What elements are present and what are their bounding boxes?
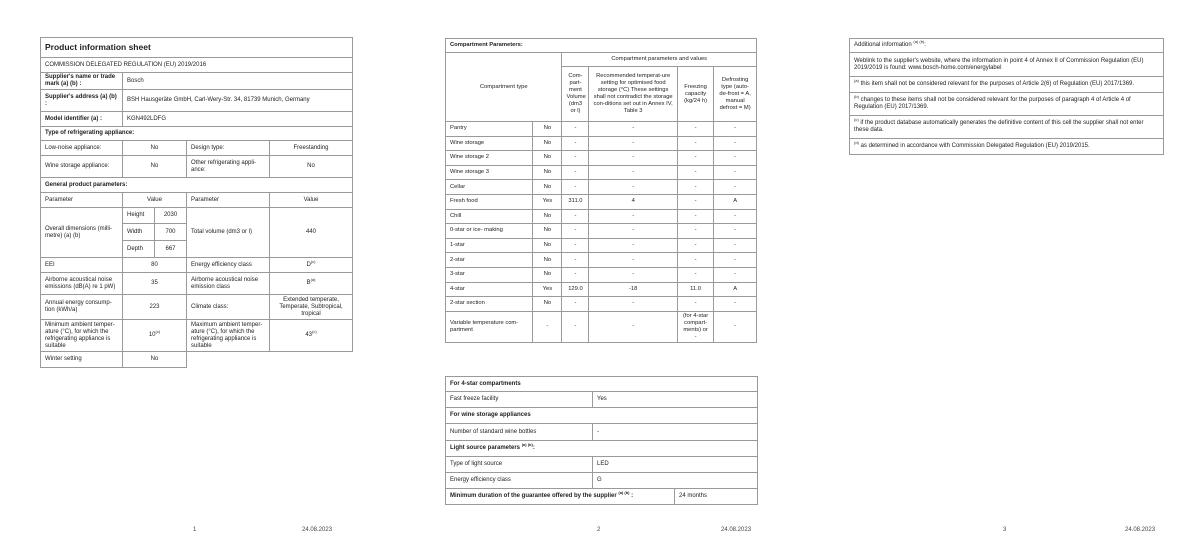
climate-class-label: Climate class: [187, 295, 270, 320]
value-header: Value [270, 193, 353, 208]
footnote-a [850, 77, 1164, 93]
compartment-present: - [533, 311, 562, 342]
product-information-table [40, 37, 353, 368]
footnote-a-text: this item shall not be considered relevant for the purposes of Article 2(6) of Regulation (EU) 2017/1369. [860, 81, 1135, 87]
compartment-present: Yes [533, 194, 562, 209]
supplier-name-label: Supplier's name or trade mark (a) (b) : [41, 73, 123, 90]
supplier-name-value: Bosch [123, 73, 353, 90]
footnote-b [850, 93, 1164, 116]
max-temp-note: (c) [312, 329, 317, 334]
compartment-group-header: Compartment parameters and values [562, 53, 757, 67]
freezing-header: Freezing capacity (kg/24 h) [677, 67, 713, 122]
model-value: KGN492LDFG [123, 112, 353, 127]
table-row [446, 151, 757, 166]
guarantee-label-cell: Minimum duration of the guarantee offered by the supplier $^{(a) (b)}$ : [446, 489, 675, 505]
compartment-temperature: - [589, 180, 677, 195]
sheet-title: Product information sheet [41, 38, 353, 58]
supplier-address-label: Supplier's address (a) (b) : [41, 90, 123, 112]
compartment-volume: - [562, 165, 589, 180]
noise-class-note: (a) [310, 277, 316, 282]
table-row [446, 194, 757, 209]
table-row [446, 297, 757, 312]
total-volume-label: Total volume (dm3 or l) [187, 208, 270, 258]
guarantee-label: Minimum duration of the guarantee offered by the supplier [450, 493, 617, 499]
page-number: 2 [597, 527, 601, 533]
compartment-freezing: - [677, 136, 713, 151]
eei-value: 80 [123, 258, 187, 273]
compartment-temperature: - [589, 165, 677, 180]
compartment-freezing: - [677, 267, 713, 282]
table-row [446, 136, 757, 151]
compartment-name: Variable temperature com-partment [446, 311, 533, 342]
width-value: 700 [155, 224, 187, 241]
compartment-freezing: - [677, 165, 713, 180]
compartment-defrost: - [714, 267, 757, 282]
compartment-temperature: - [589, 122, 677, 137]
compartment-temperature: - [589, 209, 677, 224]
other-refrigerating-value: No [270, 156, 353, 178]
compartment-freezing: - [677, 209, 713, 224]
value-header: Value [123, 193, 187, 208]
light-heading: Light source parameters $^{(a) (b)}$: [446, 441, 758, 457]
page-2 [445, 0, 757, 553]
compartment-defrost: - [714, 209, 757, 224]
light-efficiency-value: G [593, 473, 758, 489]
min-temp-cell [123, 320, 187, 352]
table-row [446, 224, 757, 239]
page-number: 1 [193, 527, 197, 533]
page-date: 24.08.2023 [1125, 527, 1156, 533]
table-row [446, 122, 757, 137]
footnote-b-mark: (b) [854, 94, 859, 99]
table-row [446, 165, 757, 180]
additional-parameters-table [445, 376, 758, 505]
design-type-label: Design type: [187, 141, 270, 156]
compartment-name: Cellar [446, 180, 533, 195]
page-date: 24.08.2023 [302, 527, 333, 533]
compartment-volume: - [562, 122, 589, 137]
compartment-freezing: - [677, 297, 713, 312]
compartment-defrost: - [714, 151, 757, 166]
compartment-present: No [533, 267, 562, 282]
footnote-d-text: as determined in accordance with Commission Delegated Regulation (EU) 2019/2015. [860, 143, 1090, 149]
height-label: Height [123, 208, 155, 224]
compartment-present: No [533, 253, 562, 268]
low-noise-value: No [123, 141, 187, 156]
additional-info-text: Additional information [854, 42, 912, 48]
page-3 [849, 0, 1163, 553]
compartment-temperature: - [589, 238, 677, 253]
winter-setting-value: No [123, 352, 187, 368]
light-heading-note: (a) (b) [521, 442, 533, 447]
energy-class-note: (c) [310, 258, 316, 264]
compartment-volume: - [562, 297, 589, 312]
wine-storage-label: Wine storage appliance: [41, 156, 123, 178]
compartment-name: 1-star [446, 238, 533, 253]
compartment-defrost: - [714, 165, 757, 180]
parameter-header: Parameter [187, 193, 270, 208]
max-temp-value: 43 [305, 332, 313, 338]
guarantee-value: 24 months [675, 489, 758, 505]
supplier-address-value: BSH Hausgeräte GmbH, Carl-Wery-Str. 34, 81739 Munich, Germany [123, 90, 353, 112]
energy-class-cell [270, 258, 353, 273]
compartment-table [445, 38, 757, 343]
winter-setting-label: Winter setting [41, 352, 123, 368]
height-value: 2030 [155, 208, 187, 224]
total-volume-value: 440 [270, 208, 353, 258]
compartment-temperature: - [589, 151, 677, 166]
energy-class-label: Energy efficiency class [187, 258, 270, 273]
compartment-freezing: - [677, 122, 713, 137]
compartment-name: Pantry [446, 122, 533, 137]
noise-value: 35 [123, 273, 187, 295]
compartment-freezing: - [677, 194, 713, 209]
general-heading: General product parameters: [41, 178, 353, 193]
defrost-header: Defrosting type (auto-de-frost = A, manual defrost = M) [714, 67, 757, 122]
compartment-defrost: - [714, 224, 757, 239]
compartment-freezing: - [677, 238, 713, 253]
footnote-d [850, 139, 1164, 155]
compartment-volume: - [562, 209, 589, 224]
compartment-heading: Compartment Parameters: [446, 39, 757, 53]
max-temp-cell [270, 320, 353, 352]
table-row [446, 238, 757, 253]
light-type-value: LED [593, 457, 758, 473]
table-row [446, 180, 757, 195]
compartment-present: No [533, 297, 562, 312]
low-noise-label: Low-noise appliance: [41, 141, 123, 156]
table-row [446, 209, 757, 224]
compartment-freezing: (for 4-star compart-ments) or - [677, 311, 713, 342]
footnote-c-mark: (c) [854, 117, 859, 122]
fast-freeze-label: Fast freeze facility [446, 392, 593, 408]
compartment-type-header: Compartment type [446, 53, 562, 122]
compartment-volume: - [562, 180, 589, 195]
wine-bottles-value: - [593, 424, 758, 441]
compartment-name: Fresh food [446, 194, 533, 209]
compartment-volume: - [562, 253, 589, 268]
compartment-defrost: A [714, 194, 757, 209]
max-temp-label: Maximum ambient temper-ature (°C), for which the refrigerating appliance is suitable [187, 320, 270, 352]
wine-storage-value: No [123, 156, 187, 178]
compartment-freezing: - [677, 151, 713, 166]
compartment-present: No [533, 238, 562, 253]
compartment-temperature: - [589, 311, 677, 342]
footnote-a-mark: (a) [854, 78, 859, 83]
compartment-name: Wine storage [446, 136, 533, 151]
compartment-defrost: - [714, 180, 757, 195]
wine-bottles-label: Number of standard wine bottles [446, 424, 593, 441]
dimensions-label: Overall dimensions (milli-metre) (a) (b) [41, 208, 123, 258]
noise-class-label: Airborne acoustical noise emission class [187, 273, 270, 295]
page-1 [40, 0, 352, 553]
depth-label: Depth [123, 241, 155, 258]
energy-class-value: D [306, 261, 311, 268]
compartment-volume: - [562, 151, 589, 166]
compartment-freezing: - [677, 224, 713, 239]
eei-label: EEI [41, 258, 123, 273]
compartment-present: Yes [533, 282, 562, 297]
compartment-name: 3-star [446, 267, 533, 282]
depth-value: 667 [155, 241, 187, 258]
min-temp-note: (c) [155, 329, 161, 334]
wine-heading: For wine storage appliances [446, 408, 758, 424]
regulation-text: COMMISSION DELEGATED REGULATION (EU) 2019/2016 [41, 58, 353, 73]
compartment-temperature: - [589, 253, 677, 268]
compartment-name: Chill [446, 209, 533, 224]
compartment-freezing: - [677, 253, 713, 268]
energy-consumption-label: Annual energy consump-tion (kWh/a) [41, 295, 123, 320]
compartment-temperature: - [589, 267, 677, 282]
compartment-temperature: -18 [589, 282, 677, 297]
additional-information-table [849, 38, 1164, 155]
other-refrigerating-label: Other refrigerating appli-ance: [187, 156, 270, 178]
compartment-defrost: A [714, 282, 757, 297]
compartment-present: No [533, 136, 562, 151]
additional-info-note: (a) (b) [913, 39, 925, 44]
guarantee-note: (a) (b) [618, 490, 630, 495]
compartment-volume: - [562, 238, 589, 253]
compartment-temperature: - [589, 136, 677, 151]
compartment-name: Wine storage 2 [446, 151, 533, 166]
light-type-label: Type of light source [446, 457, 593, 473]
noise-class-cell [270, 273, 353, 295]
table-row [446, 253, 757, 268]
energy-consumption-value: 223 [123, 295, 187, 320]
min-temp-label: Minimum ambient temper-ature (°C), for which the refrigerating appliance is suitable [41, 320, 123, 352]
table-row [446, 282, 757, 297]
weblink-text: Weblink to the supplier's website, where the information in point 4 of Annex II of Commission Regulation (EU) 2019/2019 is found: www.bosch-home.com/energylabel [850, 53, 1164, 77]
compartment-freezing: 11.0 [677, 282, 713, 297]
compartment-name: 2-star [446, 253, 533, 268]
temperature-header: Recommended temperat-ure setting for optimised food storage (°C) These settings shall not contradict the storage con-ditions set out in Annex IV, Table 3 [589, 67, 677, 122]
compartment-temperature: - [589, 224, 677, 239]
width-label: Width [123, 224, 155, 241]
page-number: 3 [1003, 527, 1007, 533]
compartment-defrost: - [714, 253, 757, 268]
compartment-name: 4-star [446, 282, 533, 297]
four-star-heading: For 4-star compartments [446, 377, 758, 392]
compartment-defrost: - [714, 311, 757, 342]
compartment-temperature: 4 [589, 194, 677, 209]
climate-class-value: Extended temperate, Temperate, Subtropical, tropical [270, 295, 353, 320]
compartment-defrost: - [714, 136, 757, 151]
parameter-header: Parameter [41, 193, 123, 208]
compartment-rows [446, 122, 757, 343]
footnote-c-text: if the product database automatically generates the definitive content of this cell the supplier shall not enter these data. [854, 120, 1144, 133]
light-heading-text: Light source parameters [450, 445, 521, 451]
compartment-present: No [533, 122, 562, 137]
min-temp-value: 10 [148, 332, 156, 338]
footnote-b-text: changes to these items shall not be considered relevant for the purposes of paragraph 4 of Article 4 of Regulation (EU) 2017/1369. [854, 97, 1131, 110]
compartment-volume: - [562, 267, 589, 282]
compartment-freezing: - [677, 180, 713, 195]
compartment-defrost: - [714, 238, 757, 253]
compartment-defrost: - [714, 122, 757, 137]
volume-header: Com-part-ment Volume (dm3 or l) [562, 67, 589, 122]
footnote-d-mark: (d) [854, 140, 859, 145]
additional-info-heading: Additional information $^{(a) (b)}$: [850, 39, 1164, 53]
noise-class-value: B [306, 280, 311, 286]
table-row [446, 311, 757, 342]
model-label: Model identifier (a) : [41, 112, 123, 127]
compartment-defrost: - [714, 297, 757, 312]
compartment-volume: 311.0 [562, 194, 589, 209]
design-type-value: Freestanding [270, 141, 353, 156]
compartment-present: No [533, 151, 562, 166]
footnote-c [850, 116, 1164, 139]
compartment-name: 0-star or ice- making [446, 224, 533, 239]
compartment-volume: - [562, 136, 589, 151]
compartment-name: Wine storage 3 [446, 165, 533, 180]
compartment-name: 2-star section [446, 297, 533, 312]
compartment-volume: 129.0 [562, 282, 589, 297]
page-date: 24.08.2023 [721, 527, 752, 533]
type-heading: Type of refrigerating appliance: [41, 127, 353, 141]
compartment-volume: - [562, 311, 589, 342]
noise-label: Airborne acoustical noise emissions (dB(A) re 1 pW) [41, 273, 123, 295]
compartment-present: No [533, 165, 562, 180]
compartment-volume: - [562, 224, 589, 239]
compartment-present: No [533, 180, 562, 195]
compartment-temperature: - [589, 297, 677, 312]
fast-freeze-value: Yes [593, 392, 758, 408]
table-row [446, 267, 757, 282]
compartment-present: No [533, 224, 562, 239]
light-efficiency-label: Energy efficiency class [446, 473, 593, 489]
compartment-present: No [533, 209, 562, 224]
